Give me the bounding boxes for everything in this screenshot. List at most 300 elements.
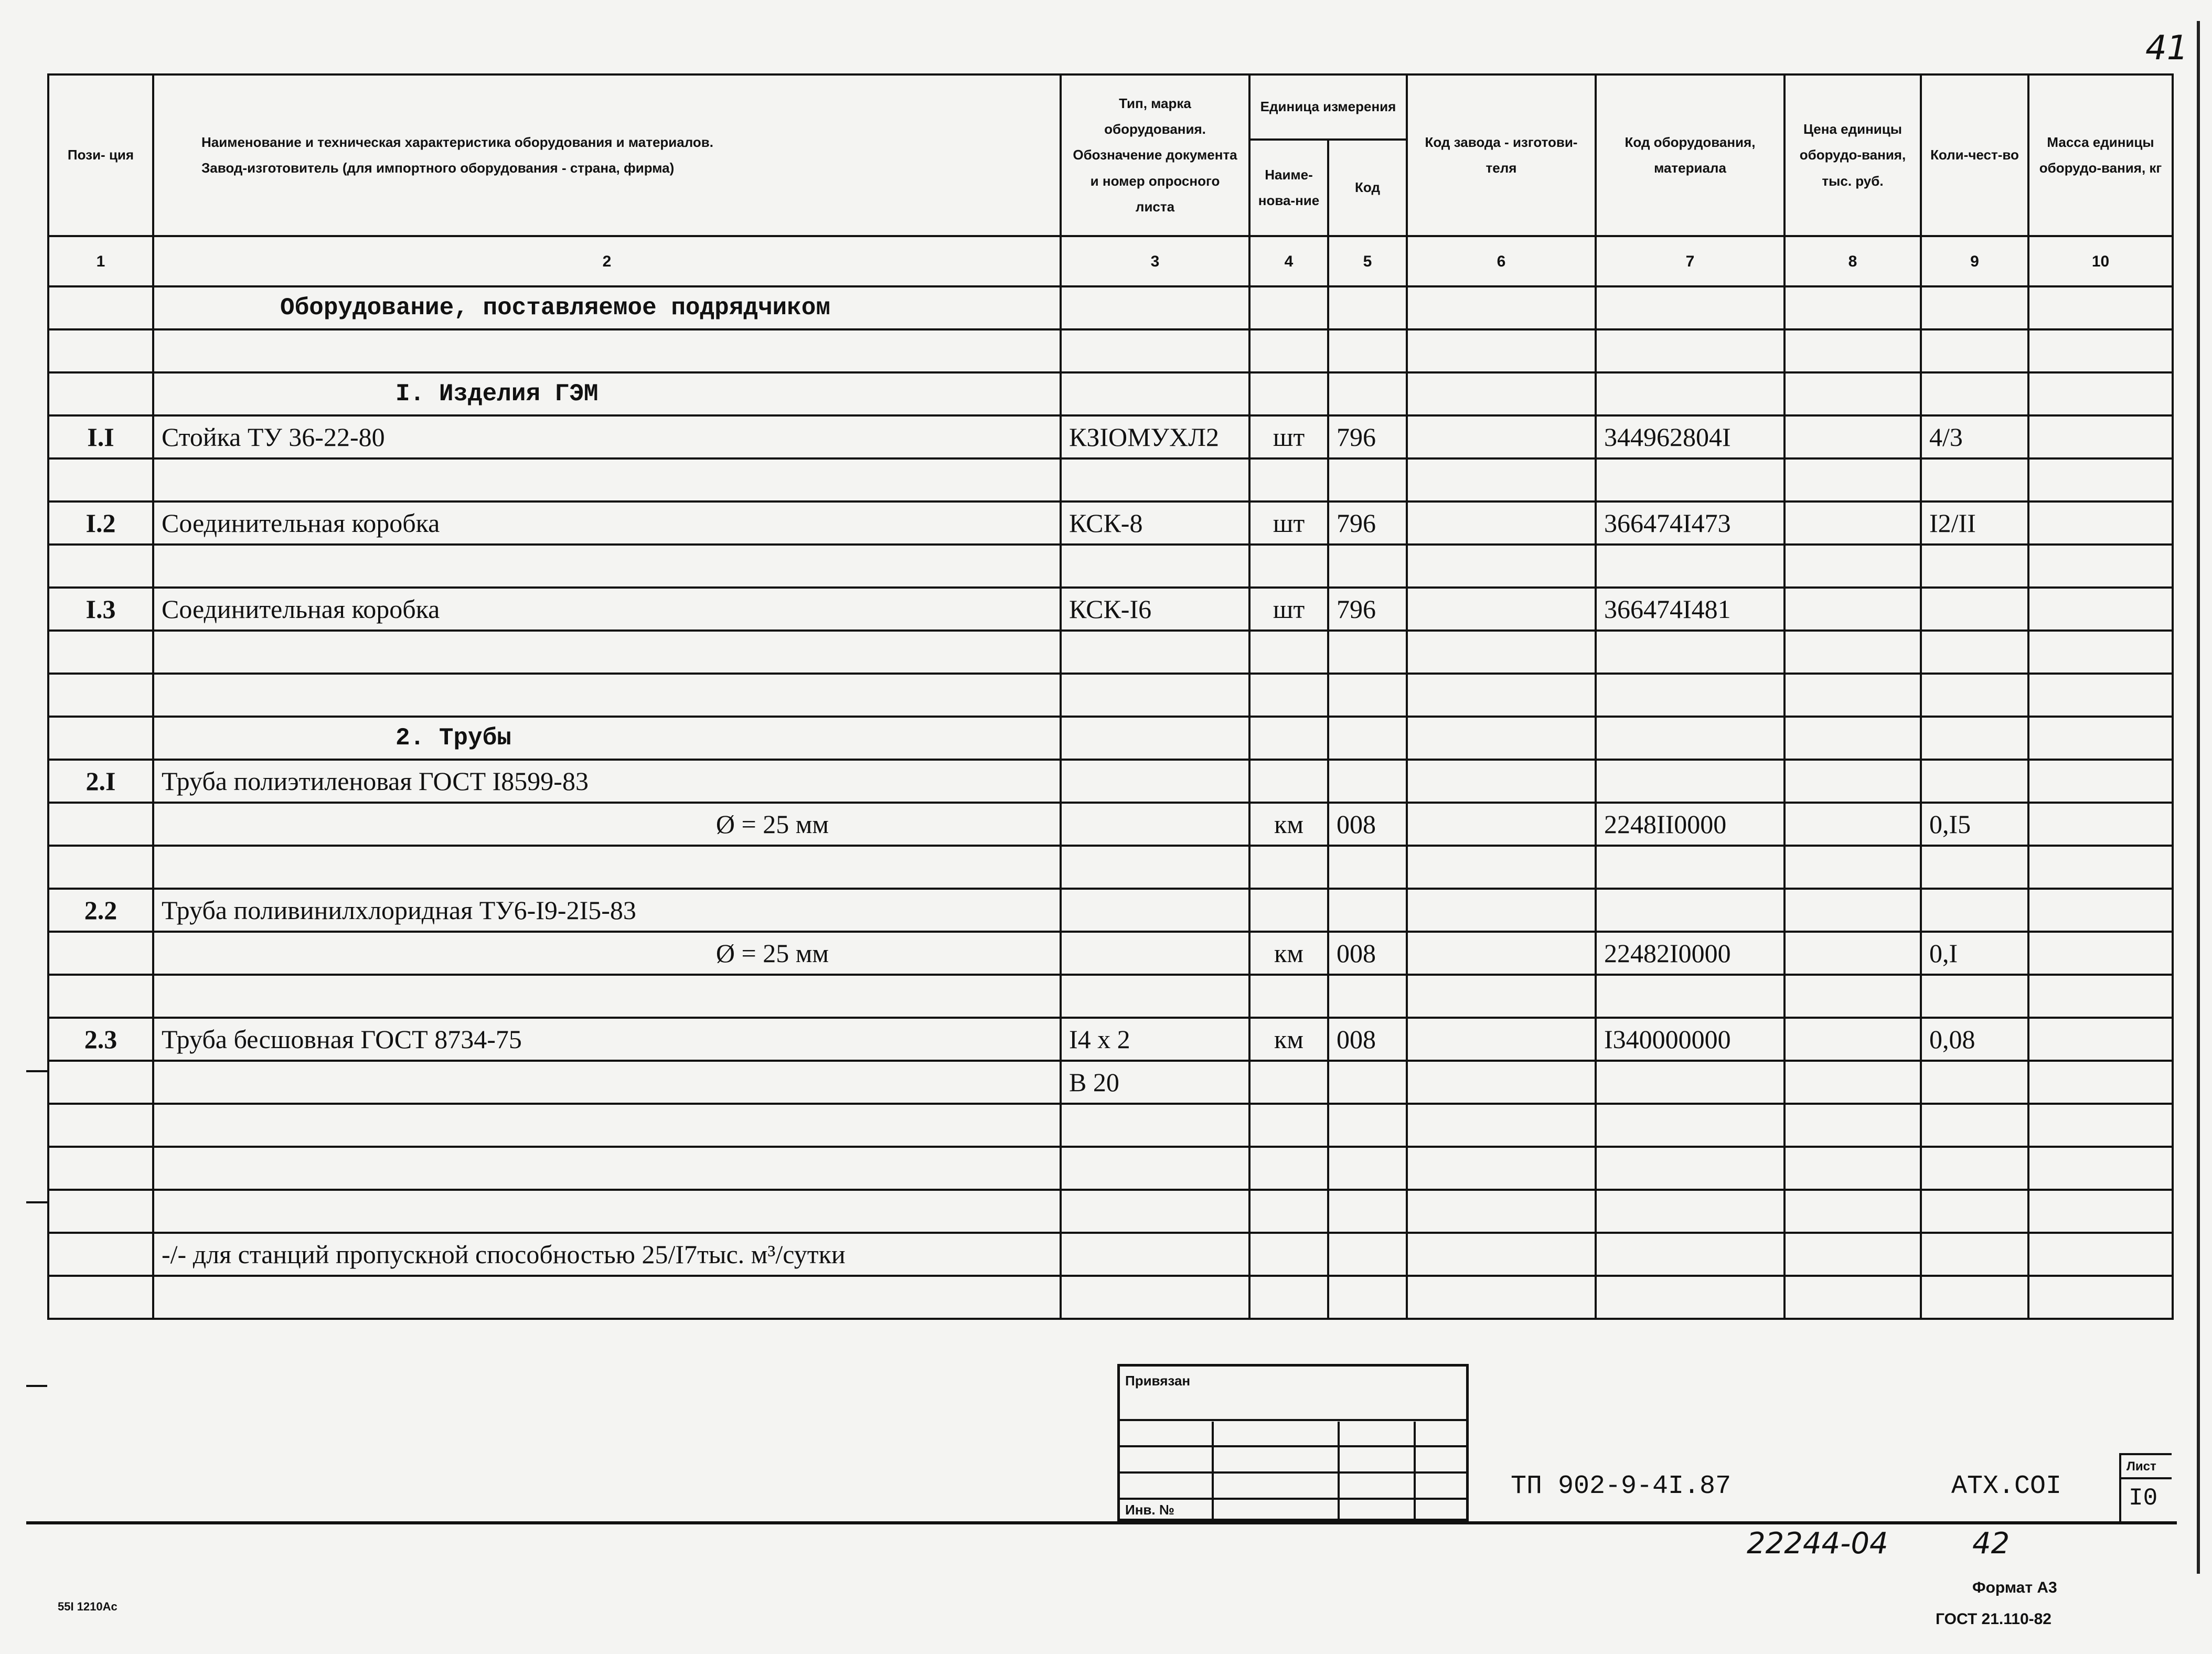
row-price <box>1784 846 1921 889</box>
row-manufacturer-code <box>1407 846 1596 889</box>
row-manufacturer-code <box>1407 1190 1596 1233</box>
row-price <box>1784 1276 1921 1319</box>
row-position <box>48 372 153 415</box>
row-manufacturer-code <box>1407 1147 1596 1190</box>
row-mass <box>2028 1018 2173 1061</box>
row-mass <box>2028 1233 2173 1276</box>
row-mass <box>2028 631 2173 674</box>
row-unit-code: 796 <box>1328 588 1407 631</box>
row-unit-code: 796 <box>1328 501 1407 545</box>
row-manufacturer-code <box>1407 717 1596 760</box>
table-row <box>48 803 2173 846</box>
row-unit-code <box>1328 760 1407 803</box>
row-type <box>1061 975 1249 1018</box>
col-num: 10 <box>2028 236 2173 286</box>
row-price <box>1784 760 1921 803</box>
row-quantity <box>1921 760 2028 803</box>
row-unit <box>1249 458 1328 501</box>
row-name: Стойка ТУ 36-22-80 <box>153 415 1061 458</box>
row-material-code <box>1596 846 1784 889</box>
row-position <box>48 545 153 588</box>
table-row <box>48 372 2173 415</box>
row-name: Соединительная коробка <box>153 588 1061 631</box>
col-num: 6 <box>1407 236 1596 286</box>
row-name <box>153 674 1061 717</box>
row-price <box>1784 1233 1921 1276</box>
row-material-code <box>1596 717 1784 760</box>
row-manufacturer-code <box>1407 545 1596 588</box>
corner-stamp: 55I 1210Ac <box>58 1600 117 1613</box>
row-unit: шт <box>1249 501 1328 545</box>
row-price <box>1784 588 1921 631</box>
row-manufacturer-code <box>1407 1018 1596 1061</box>
row-quantity <box>1921 717 2028 760</box>
row-price <box>1784 372 1921 415</box>
row-mass <box>2028 372 2173 415</box>
row-type <box>1061 1147 1249 1190</box>
header-mass: Масса единицы оборудо-вания, кг <box>2028 74 2173 236</box>
row-type: КСК-8 <box>1061 501 1249 545</box>
row-quantity <box>1921 889 2028 932</box>
margin-tick <box>26 1385 47 1387</box>
row-material-code <box>1596 1233 1784 1276</box>
row-quantity <box>1921 1104 2028 1147</box>
row-quantity: 4/3 <box>1921 415 2028 458</box>
row-unit-code <box>1328 1190 1407 1233</box>
row-name <box>153 329 1061 372</box>
header-price: Цена единицы оборудо-вания, тыс. руб. <box>1784 74 1921 236</box>
row-unit-code <box>1328 1233 1407 1276</box>
row-type <box>1061 760 1249 803</box>
row-quantity <box>1921 975 2028 1018</box>
row-material-code: 366474I473 <box>1596 501 1784 545</box>
row-unit-code: 008 <box>1328 803 1407 846</box>
row-name: 2. Трубы <box>153 717 1061 760</box>
row-position: 2.2 <box>48 889 153 932</box>
row-name <box>153 1276 1061 1319</box>
col-num: 4 <box>1249 236 1328 286</box>
row-manufacturer-code <box>1407 588 1596 631</box>
row-mass <box>2028 415 2173 458</box>
row-unit <box>1249 1190 1328 1233</box>
header-unit-code: Код <box>1328 140 1407 236</box>
table-row <box>48 1276 2173 1319</box>
col-num: 8 <box>1784 236 1921 286</box>
gost-label: ГОСТ 21.110-82 <box>1936 1610 2051 1628</box>
table-row <box>48 1233 2173 1276</box>
row-type: В 20 <box>1061 1061 1249 1104</box>
row-mass <box>2028 329 2173 372</box>
row-unit <box>1249 975 1328 1018</box>
row-unit: км <box>1249 1018 1328 1061</box>
row-quantity <box>1921 674 2028 717</box>
row-material-code <box>1596 458 1784 501</box>
row-unit-code <box>1328 717 1407 760</box>
row-unit <box>1249 286 1328 329</box>
table-row <box>48 1190 2173 1233</box>
table-row <box>48 501 2173 545</box>
table-row <box>48 889 2173 932</box>
row-quantity <box>1921 286 2028 329</box>
row-manufacturer-code <box>1407 1233 1596 1276</box>
row-unit-code <box>1328 458 1407 501</box>
row-name <box>153 1190 1061 1233</box>
row-material-code <box>1596 329 1784 372</box>
row-quantity <box>1921 631 2028 674</box>
row-name <box>153 846 1061 889</box>
header-name <box>153 74 1061 236</box>
row-unit-code <box>1328 631 1407 674</box>
row-price <box>1784 631 1921 674</box>
row-unit: км <box>1249 803 1328 846</box>
sheet-value: I0 <box>2129 1485 2158 1512</box>
row-unit-code <box>1328 1276 1407 1319</box>
row-mass <box>2028 1147 2173 1190</box>
col-num: 2 <box>153 236 1061 286</box>
row-position <box>48 631 153 674</box>
row-quantity <box>1921 329 2028 372</box>
row-quantity <box>1921 1147 2028 1190</box>
row-price <box>1784 889 1921 932</box>
header-unit: Единица измерения <box>1249 74 1407 140</box>
row-price <box>1784 932 1921 975</box>
row-price <box>1784 1018 1921 1061</box>
table-row <box>48 415 2173 458</box>
row-unit <box>1249 760 1328 803</box>
row-material-code: 344962804I <box>1596 415 1784 458</box>
row-material-code <box>1596 545 1784 588</box>
col-num: 5 <box>1328 236 1407 286</box>
row-material-code <box>1596 975 1784 1018</box>
table-row <box>48 760 2173 803</box>
specification-table <box>47 73 2174 1320</box>
row-manufacturer-code <box>1407 1276 1596 1319</box>
margin-tick <box>26 1201 47 1203</box>
row-type <box>1061 674 1249 717</box>
row-mass <box>2028 889 2173 932</box>
row-type <box>1061 545 1249 588</box>
row-position <box>48 674 153 717</box>
row-name: Ø = 25 мм <box>153 932 1061 975</box>
row-quantity: 0,I <box>1921 932 2028 975</box>
row-quantity <box>1921 1190 2028 1233</box>
row-name <box>153 458 1061 501</box>
row-name: Ø = 25 мм <box>153 803 1061 846</box>
row-manufacturer-code <box>1407 458 1596 501</box>
row-type <box>1061 329 1249 372</box>
header-position-label: Пози- ция <box>67 147 134 163</box>
header-type: Тип, марка оборудования. Обозначение документа и номер опросного листа <box>1061 74 1249 236</box>
row-position <box>48 458 153 501</box>
row-material-code <box>1596 889 1784 932</box>
row-quantity <box>1921 1233 2028 1276</box>
row-manufacturer-code <box>1407 329 1596 372</box>
row-unit <box>1249 1061 1328 1104</box>
right-margin-line <box>2197 21 2200 1574</box>
row-position: 2.I <box>48 760 153 803</box>
col-num: 1 <box>48 236 153 286</box>
row-unit-code <box>1328 1061 1407 1104</box>
row-type <box>1061 889 1249 932</box>
row-mass <box>2028 1190 2173 1233</box>
header-material-code: Код оборудования, материала <box>1596 74 1784 236</box>
stamp-linked-label: Привязан <box>1125 1373 1191 1389</box>
table-row <box>48 329 2173 372</box>
row-material-code <box>1596 1276 1784 1319</box>
row-material-code <box>1596 1104 1784 1147</box>
row-mass <box>2028 1104 2173 1147</box>
row-material-code <box>1596 372 1784 415</box>
table-row <box>48 674 2173 717</box>
row-material-code: 22482I0000 <box>1596 932 1784 975</box>
row-quantity <box>1921 846 2028 889</box>
row-price <box>1784 545 1921 588</box>
row-unit-code <box>1328 846 1407 889</box>
row-position <box>48 846 153 889</box>
row-quantity <box>1921 588 2028 631</box>
row-quantity: I2/II <box>1921 501 2028 545</box>
row-position <box>48 975 153 1018</box>
header-name-line2: Завод-изготовитель (для импортного оборудования - страна, фирма) <box>201 160 675 176</box>
row-type <box>1061 372 1249 415</box>
row-name <box>153 975 1061 1018</box>
row-type <box>1061 932 1249 975</box>
sheet-label: Лист <box>2126 1459 2156 1474</box>
header-manufacturer-code: Код завода - изготови-теля <box>1407 74 1596 236</box>
row-type <box>1061 1276 1249 1319</box>
row-unit <box>1249 1147 1328 1190</box>
row-price <box>1784 286 1921 329</box>
row-unit: км <box>1249 932 1328 975</box>
header-position <box>48 74 153 236</box>
row-unit: шт <box>1249 588 1328 631</box>
row-type: КЗIОМУХЛ2 <box>1061 415 1249 458</box>
row-quantity <box>1921 545 2028 588</box>
row-mass <box>2028 458 2173 501</box>
row-unit-code <box>1328 1147 1407 1190</box>
row-price <box>1784 1190 1921 1233</box>
row-unit-code: 008 <box>1328 1018 1407 1061</box>
row-price <box>1784 803 1921 846</box>
row-name: I. Изделия ГЭМ <box>153 372 1061 415</box>
row-unit-code <box>1328 674 1407 717</box>
row-position <box>48 1147 153 1190</box>
table-row <box>48 932 2173 975</box>
row-quantity <box>1921 458 2028 501</box>
row-material-code <box>1596 1190 1784 1233</box>
row-mass <box>2028 545 2173 588</box>
row-material-code: 2248II0000 <box>1596 803 1784 846</box>
row-position <box>48 803 153 846</box>
row-unit <box>1249 631 1328 674</box>
row-price <box>1784 1104 1921 1147</box>
row-unit-code: 796 <box>1328 415 1407 458</box>
row-material-code <box>1596 674 1784 717</box>
row-name <box>153 1061 1061 1104</box>
row-material-code <box>1596 1147 1784 1190</box>
table-row <box>48 975 2173 1018</box>
handwritten-inventory-number: 22244-04 <box>1747 1527 1888 1561</box>
row-unit <box>1249 1104 1328 1147</box>
row-mass <box>2028 717 2173 760</box>
row-mass <box>2028 932 2173 975</box>
row-mass <box>2028 760 2173 803</box>
row-unit <box>1249 889 1328 932</box>
row-manufacturer-code <box>1407 674 1596 717</box>
row-unit <box>1249 329 1328 372</box>
row-material-code: 366474I481 <box>1596 588 1784 631</box>
row-unit <box>1249 717 1328 760</box>
stamp-inv-label: Инв. № <box>1125 1502 1174 1518</box>
row-name: Соединительная коробка <box>153 501 1061 545</box>
row-unit-code <box>1328 545 1407 588</box>
table-row <box>48 717 2173 760</box>
row-mass <box>2028 1276 2173 1319</box>
row-quantity: 0,I5 <box>1921 803 2028 846</box>
row-name: Оборудование, поставляемое подрядчиком <box>153 286 1061 329</box>
row-unit <box>1249 846 1328 889</box>
row-mass <box>2028 803 2173 846</box>
row-type <box>1061 846 1249 889</box>
row-manufacturer-code <box>1407 1061 1596 1104</box>
row-quantity <box>1921 372 2028 415</box>
document-code: АТХ.СОI <box>1951 1471 2062 1501</box>
row-name <box>153 545 1061 588</box>
margin-tick <box>26 1070 47 1072</box>
row-manufacturer-code <box>1407 372 1596 415</box>
row-name: Труба бесшовная ГОСТ 8734-75 <box>153 1018 1061 1061</box>
page-number-top: 41 <box>2145 29 2188 68</box>
row-type <box>1061 717 1249 760</box>
row-price <box>1784 415 1921 458</box>
row-position: I.3 <box>48 588 153 631</box>
row-price <box>1784 329 1921 372</box>
row-type <box>1061 631 1249 674</box>
row-position: 2.3 <box>48 1018 153 1061</box>
row-name <box>153 1104 1061 1147</box>
row-name <box>153 1147 1061 1190</box>
row-quantity: 0,08 <box>1921 1018 2028 1061</box>
col-num: 3 <box>1061 236 1249 286</box>
row-type: КСК-I6 <box>1061 588 1249 631</box>
table-row <box>48 1147 2173 1190</box>
row-unit-code: 008 <box>1328 932 1407 975</box>
row-manufacturer-code <box>1407 760 1596 803</box>
table-row <box>48 846 2173 889</box>
row-price <box>1784 674 1921 717</box>
table-row <box>48 458 2173 501</box>
row-manufacturer-code <box>1407 889 1596 932</box>
row-position <box>48 932 153 975</box>
row-manufacturer-code <box>1407 932 1596 975</box>
row-manufacturer-code <box>1407 631 1596 674</box>
table-row <box>48 631 2173 674</box>
header-quantity: Коли-чест-во <box>1921 74 2028 236</box>
row-position <box>48 1276 153 1319</box>
row-unit-code <box>1328 372 1407 415</box>
row-type <box>1061 1233 1249 1276</box>
row-mass <box>2028 501 2173 545</box>
row-position <box>48 1104 153 1147</box>
row-unit <box>1249 1233 1328 1276</box>
row-name: Труба поливинилхлоридная ТУ6-I9-2I5-83 <box>153 889 1061 932</box>
row-position <box>48 286 153 329</box>
column-number-row <box>48 236 2173 286</box>
row-unit: шт <box>1249 415 1328 458</box>
row-mass <box>2028 286 2173 329</box>
row-quantity <box>1921 1276 2028 1319</box>
row-position <box>48 1190 153 1233</box>
row-quantity <box>1921 1061 2028 1104</box>
bottom-border-line <box>26 1521 2177 1524</box>
row-position: I.2 <box>48 501 153 545</box>
row-material-code <box>1596 1061 1784 1104</box>
row-material-code <box>1596 631 1784 674</box>
row-price <box>1784 1061 1921 1104</box>
row-unit <box>1249 1276 1328 1319</box>
row-unit-code <box>1328 1104 1407 1147</box>
row-mass <box>2028 588 2173 631</box>
row-price <box>1784 975 1921 1018</box>
row-manufacturer-code <box>1407 1104 1596 1147</box>
document-number: ТП 902-9-4I.87 <box>1511 1471 1732 1501</box>
row-unit-code <box>1328 975 1407 1018</box>
row-type <box>1061 1104 1249 1147</box>
row-type <box>1061 1190 1249 1233</box>
format-label: Формат А3 <box>1972 1579 2057 1596</box>
approval-stamp <box>1117 1364 1469 1521</box>
table-row <box>48 588 2173 631</box>
row-position <box>48 329 153 372</box>
row-mass <box>2028 975 2173 1018</box>
table-row <box>48 1061 2173 1104</box>
header-unit-name: Наиме-нова-ние <box>1249 140 1328 236</box>
row-mass <box>2028 1061 2173 1104</box>
row-material-code <box>1596 286 1784 329</box>
row-mass <box>2028 846 2173 889</box>
row-unit <box>1249 372 1328 415</box>
row-type: I4 x 2 <box>1061 1018 1249 1061</box>
row-manufacturer-code <box>1407 501 1596 545</box>
row-unit <box>1249 545 1328 588</box>
col-num: 7 <box>1596 236 1784 286</box>
row-manufacturer-code <box>1407 286 1596 329</box>
row-manufacturer-code <box>1407 975 1596 1018</box>
row-material-code: I340000000 <box>1596 1018 1784 1061</box>
row-position <box>48 1061 153 1104</box>
table-row <box>48 545 2173 588</box>
row-mass <box>2028 674 2173 717</box>
row-unit <box>1249 674 1328 717</box>
row-price <box>1784 1147 1921 1190</box>
row-type <box>1061 803 1249 846</box>
table-row <box>48 286 2173 329</box>
row-unit-code <box>1328 329 1407 372</box>
row-price <box>1784 458 1921 501</box>
row-price <box>1784 717 1921 760</box>
handwritten-page-number: 42 <box>1972 1527 2010 1561</box>
row-name: -/- для станций пропускной способностью 25/I7тыс. м³/сутки <box>153 1233 1061 1276</box>
row-position <box>48 717 153 760</box>
row-manufacturer-code <box>1407 803 1596 846</box>
col-num: 9 <box>1921 236 2028 286</box>
row-name: Труба полиэтиленовая ГОСТ I8599-83 <box>153 760 1061 803</box>
row-unit-code <box>1328 889 1407 932</box>
row-unit-code <box>1328 286 1407 329</box>
header-name-line1: Наименование и техническая характеристика оборудования и материалов. <box>201 134 714 150</box>
row-type <box>1061 286 1249 329</box>
row-position <box>48 1233 153 1276</box>
